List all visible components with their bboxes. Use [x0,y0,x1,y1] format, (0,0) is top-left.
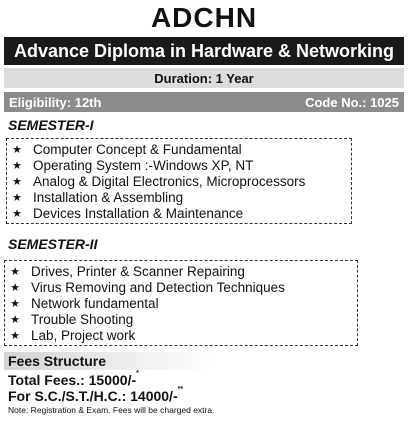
star-bullet-icon: ★ [12,191,22,204]
semester-2-heading: SEMESTER-II [8,236,98,252]
list-item: ★ Virus Removing and Detection Techniques [7,279,357,295]
star-bullet-icon: ★ [10,329,20,342]
list-item: ★ Trouble Shooting [7,311,357,327]
fees-note: Note: Registration & Exam. Fees will be charged extra. [8,405,215,415]
star-bullet-icon: ★ [12,175,22,188]
list-item: ★ Installation & Assembling [9,189,351,205]
course-name-banner [4,37,404,65]
star-bullet-icon: ★ [12,143,22,156]
course-code-title: ADCHN [150,2,258,33]
list-item: ★ Network fundamental [7,295,357,311]
star-bullet-icon: ★ [12,207,22,220]
fees-heading [4,352,214,370]
list-item: ★ Lab, Project work [7,327,357,343]
reserved-fees-mark: ** [177,386,184,393]
star-bullet-icon: ★ [12,159,22,172]
star-bullet-icon: ★ [10,265,20,278]
list-item: ★ Analog & Digital Electronics, Microprocessors [9,173,351,189]
course-name: Advance Diploma in Hardware & Networking [13,40,395,61]
total-fees-mark: * [136,370,139,377]
star-bullet-icon: ★ [10,313,20,326]
reserved-fees [8,388,183,404]
star-bullet-icon: ★ [10,281,20,294]
list-item: ★ Devices Installation & Maintenance [9,205,351,221]
total-fees [8,372,139,388]
duration-text: Duration: 1 Year [154,70,254,86]
star-bullet-icon: ★ [10,297,20,310]
semester-1-box [6,138,352,224]
course-code-text: Code No.: 1025 [305,94,399,110]
list-item: ★ Computer Concept & Fundamental [9,141,351,157]
eligibility-text: Eligibility: 12th [9,94,102,110]
reserved-fees-text: For S.C./S.T./H.C.: 14000/- [8,388,178,404]
duration-bar [4,68,404,88]
eligibility-bar [4,92,404,112]
fees-heading-text: Fees Structure [8,353,107,369]
total-fees-text: Total Fees.: 15000/- [8,372,137,388]
semester-1-heading: SEMESTER-I [8,117,94,133]
list-item: ★ Drives, Printer & Scanner Repairing [7,263,357,279]
list-item: ★ Operating System :-Windows XP, NT [9,157,351,173]
semester-2-box [4,260,358,346]
